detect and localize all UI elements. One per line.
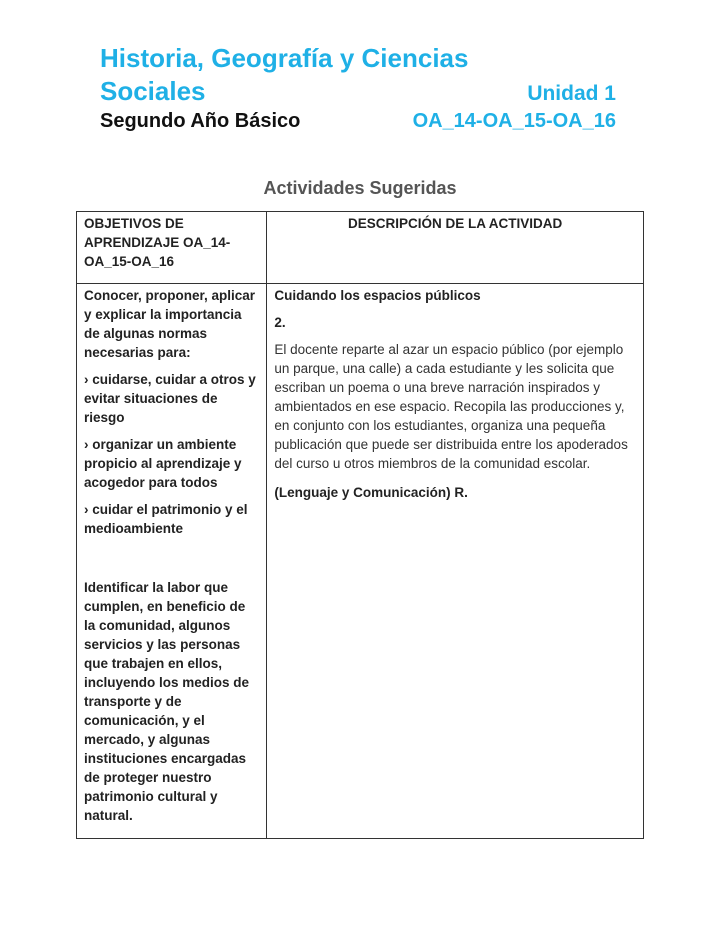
objective-bullet: › organizar un ambiente propicio al aprendizaje y acogedor para todos — [84, 437, 242, 490]
page-title-line1: Historia, Geografía y Ciencias — [100, 43, 469, 73]
activity-title: Cuidando los espacios públicos — [274, 288, 481, 303]
header-description: DESCRIPCIÓN DE LA ACTIVIDAD — [267, 212, 644, 284]
section-heading: Actividades Sugeridas — [263, 178, 457, 198]
objective-intro: Conocer, proponer, aplicar y explicar la importancia de algunas normas necesarias para: — [84, 288, 256, 360]
objectives-cell — [77, 284, 267, 839]
objective-second: Identificar la labor que cumplen, en beneficio de la comunidad, algunos servicios y las personas que trabajen en ellos, incluyendo los medios de transporte y de comunicación, y el mercado, y algunas instituciones encargadas de proteger nuestro patrimonio cultural y natural. — [84, 580, 250, 823]
unit-label: Unidad 1 — [527, 82, 616, 105]
objective-bullet: › cuidarse, cuidar a otros y evitar situaciones de riesgo — [84, 372, 256, 425]
table-header-row — [77, 212, 644, 284]
objective-bullet: › cuidar el patrimonio y el medioambiente — [84, 502, 248, 536]
page-title-line2 — [100, 74, 618, 108]
page-title-sociales: Sociales — [100, 76, 206, 106]
activity-cell — [267, 284, 644, 839]
table-row — [77, 284, 644, 839]
activity-description: El docente reparte al azar un espacio público (por ejemplo un parque, una calle) a cada estudiante y les solicita que escriban un poema o una breve narración inspirados y ambientados en ese espacio. Recopila las producciones y, en conjunto con los estudiantes, organiza una pequeña publicación que puede ser distribuida entre los apoderados del curso u otros miembros de la comunidad escolar. — [274, 342, 628, 471]
activity-number: 2. — [274, 315, 286, 330]
grade-label: Segundo Año Básico — [100, 110, 301, 132]
subtitle-row — [100, 107, 618, 135]
activities-table — [76, 211, 644, 839]
oa-codes: OA_14-OA_15-OA_16 — [412, 110, 616, 132]
header-objectives: OBJETIVOS DE APRENDIZAJE OA_14-OA_15-OA_16 — [77, 212, 267, 284]
activity-subject-note: (Lenguaje y Comunicación) R. — [274, 485, 468, 500]
